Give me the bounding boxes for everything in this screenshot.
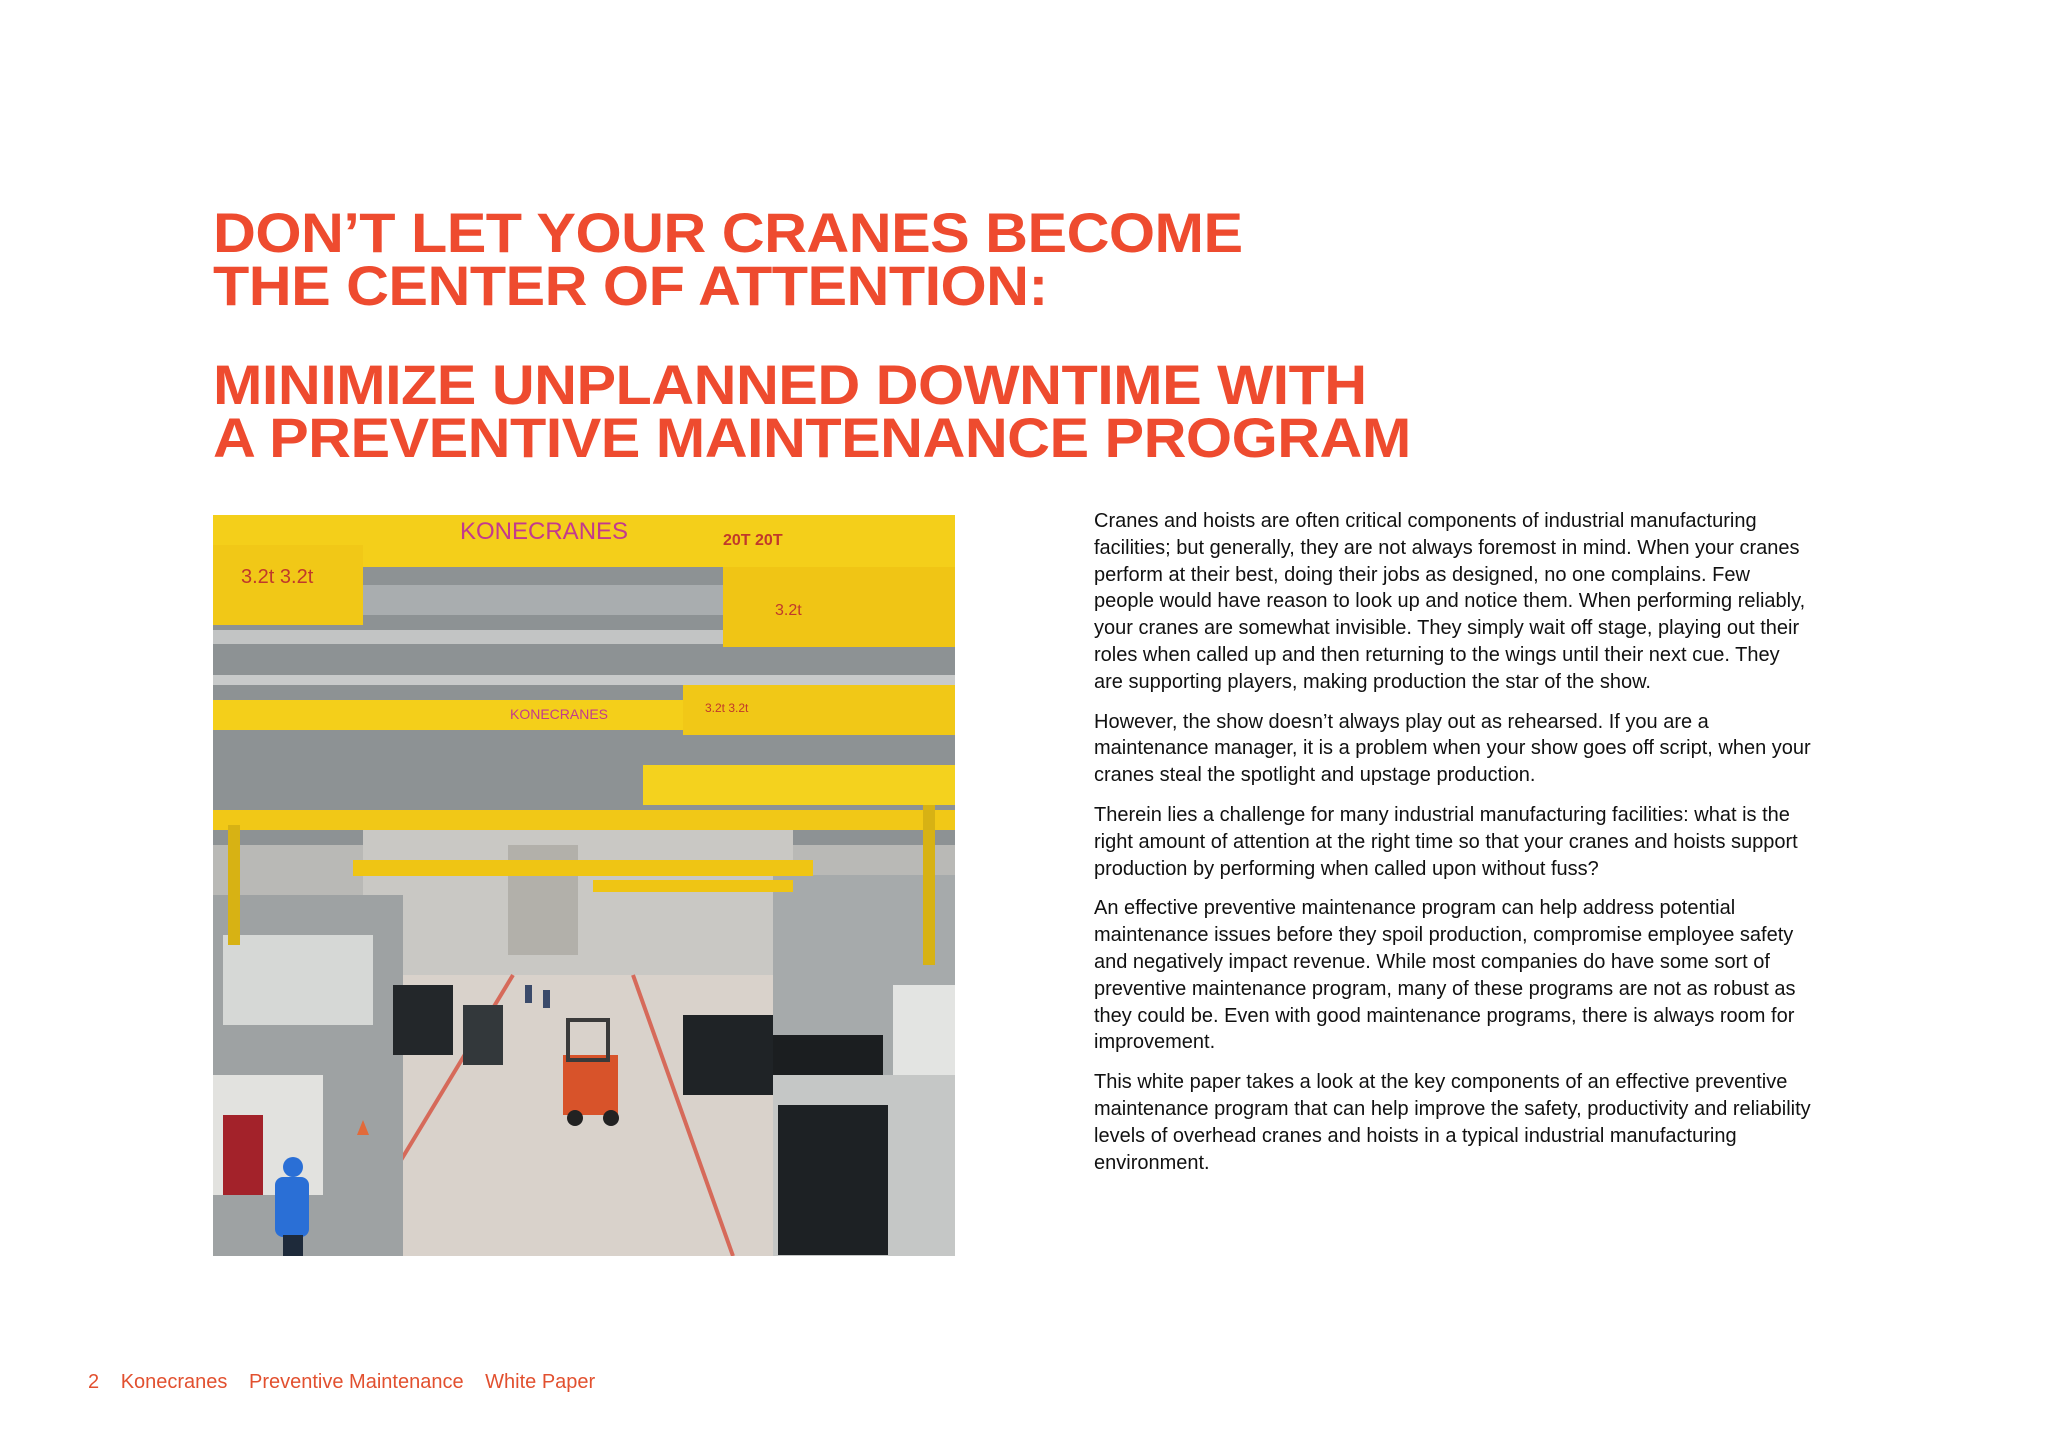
crane-brand-lettering-2: KONECRANES [510,706,609,722]
factory-cranes-photo [213,515,955,1256]
body-paragraph-3: Therein lies a challenge for many industrial manufacturing facilities: what is the right amount of attention at the right time so that your cranes and hoists support production by performing when called upon without fuss? [1094,803,1798,880]
sub-heading [213,353,1591,469]
crane-brand-lettering-1: KONECRANES [460,518,629,545]
body-paragraph-4: An effective preventive maintenance program can help address potential maintenance issues before they spoil production, compromise employee safety and negatively impact revenue. While most companies do have some sort of preventive maintenance program, many of these programs are not as robust as they could be. Even with good maintenance programs, there is always room for improvement. [1094,897,1796,1054]
title-block [213,201,1513,469]
main-heading [213,201,1591,317]
body-paragraph-2: However, the show doesn’t always play out as rehearsed. If you are a maintenance manager, it is a problem when your show goes off script, when your cranes steal the spotlight and upstage production. [1094,710,1811,787]
footer-topic: Preventive Maintenance [249,1371,464,1393]
page-footer [88,1371,611,1394]
sub-heading-line-2: A PREVENTIVE MAINTENANCE PROGRAM [213,406,1411,469]
crane-capacity-label-2: 3.2t 3.2t [241,566,314,588]
body-paragraph-1: Cranes and hoists are often critical components of industrial manufacturing facilities; but generally, they are not always foremost in mind. When your cranes perform at their best, doing their jobs as designed, no one complains. Few people would have reason to look up and notice them. When performing reliably, your cranes are somewhat invisible. They simply wait off stage, playing out their roles when called up and then returning to the wings until their next cue. They are supporting players, making production the star of the show. [1094,510,1806,693]
main-heading-line-1: DON’T LET YOUR CRANES BECOME [213,201,1243,264]
body-paragraph-5: This white paper takes a look at the key components of an effective preventive maintenance program that can help improve the safety, productivity and reliability levels of overhead cranes and hoists in a typical industrial manufacturing environment. [1094,1071,1811,1174]
crane-capacity-label-1: 20T 20T [723,532,783,549]
sub-heading-line-1: MINIMIZE UNPLANNED DOWNTIME WITH [213,353,1367,416]
footer-brand: Konecranes [120,1371,228,1393]
crane-capacity-label-4: 3.2t 3.2t [705,701,749,715]
page-number: 2 [88,1371,100,1393]
main-heading-line-2: THE CENTER OF ATTENTION: [213,254,1048,317]
crane-capacity-label-3: 3.2t [775,602,802,619]
footer-doc-type: White Paper [485,1371,596,1393]
body-text [1094,508,1814,1189]
